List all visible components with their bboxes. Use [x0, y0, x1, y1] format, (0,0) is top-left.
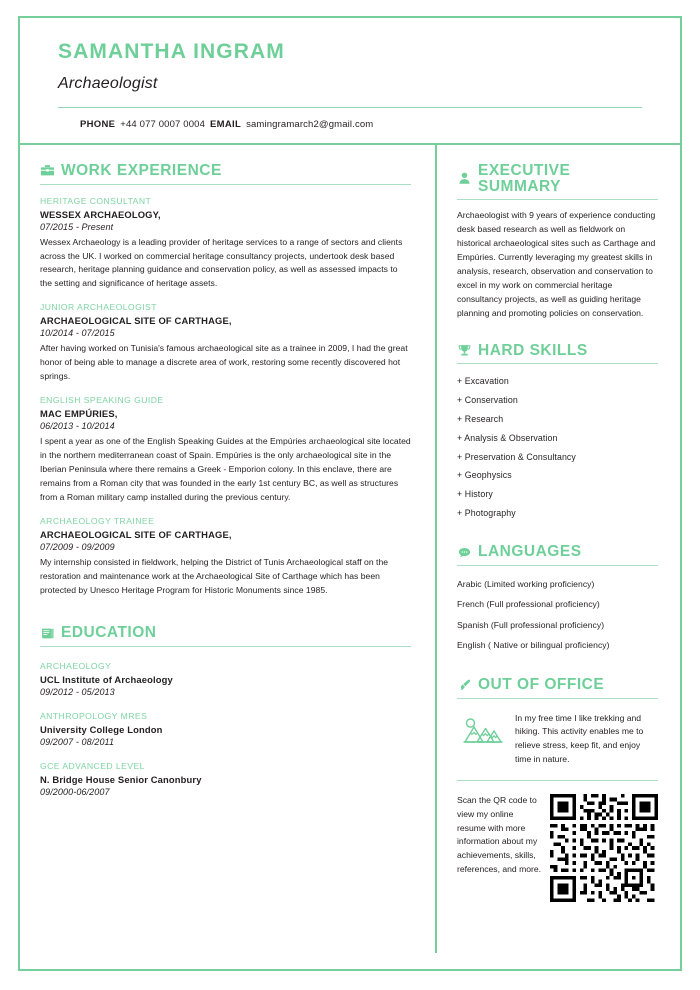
work-entry-description: I spent a year as one of the English Speaking Guides at the Empúries archaeological site located in the northern mediterranean coast of Spain. Empúries is the only archaeological site in the Iberian Peninsula where there remains a Greek - Emporion colony. In this enclave, there are remains from a Roman city that was founded in the early 1st century BC, as well as structures from a Roman military camp installed during the previous century.	[40, 436, 411, 502]
work-entry-org: ARCHAEOLOGICAL SITE OF CARTHAGE,	[40, 528, 232, 540]
section-out-of-office	[457, 677, 658, 781]
education-entry-dates: 09/2000-06/2007	[40, 786, 110, 797]
resume-page	[18, 16, 682, 971]
right-column	[437, 145, 680, 953]
education-entry-school: UCL Institute of Archaeology	[40, 673, 173, 685]
work-entry-description: After having worked on Tunisia's famous archaeological site as a trainee in 2009, I had the great honor of being able to manage a discrete area of work, restoring some recently discovered hot springs.	[40, 343, 408, 382]
skill-item: + Geophysics	[457, 470, 512, 481]
languages-list	[457, 574, 658, 656]
contact-line	[58, 108, 642, 130]
skill-item: + Preservation & Consultancy	[457, 451, 576, 462]
hard-skills-title: HARD SKILLS	[478, 341, 588, 359]
qr-code-icon[interactable]	[550, 794, 658, 902]
section-work-experience	[40, 163, 411, 597]
work-entry	[40, 395, 411, 505]
education-entry	[40, 661, 411, 697]
work-experience-heading	[40, 163, 411, 179]
language-item: Arabic (Limited working proficiency)	[457, 578, 595, 589]
work-entry	[40, 302, 411, 384]
email-value[interactable]: samingramarch2@gmail.com	[246, 119, 374, 131]
education-entry	[40, 711, 411, 747]
education-entry-dates: 09/2007 - 08/2011	[40, 736, 115, 747]
candidate-job-title: Archaeologist	[58, 75, 158, 93]
education-title: EDUCATION	[61, 624, 157, 642]
executive-summary-rule	[457, 199, 658, 200]
language-item: French (Full professional proficiency)	[457, 599, 600, 610]
work-entry-description: Wessex Archaeology is a leading provider of heritage services to a range of sectors and clients across the UK. I worked on commercial heritage consultancy projects, undertook desk based research, heritage planning guidance and conservation policy, as well as assessed impacts to the setting and significance of heritage assets.	[40, 236, 403, 289]
languages-heading	[457, 544, 658, 560]
work-entry	[40, 516, 411, 598]
work-entry-dates: 07/2009 - 09/2009	[40, 541, 115, 552]
language-item: English ( Native or bilingual proficiency)	[457, 640, 610, 651]
briefcase-icon	[40, 163, 55, 178]
out-of-office-bottom-rule	[457, 780, 658, 781]
skill-item: + Photography	[457, 507, 516, 518]
education-heading	[40, 625, 411, 641]
work-entry-description: My internship consisted in fieldwork, helping the District of Tunis Archaeological staff on the restoration and maintenance work at the Archaeological Site of Carthage which has been protected by Unesco Heritage Program for Historic Monuments since 1985.	[40, 556, 389, 595]
person-icon	[457, 171, 472, 186]
skill-item: + Excavation	[457, 376, 509, 387]
book-icon	[40, 626, 55, 641]
section-hard-skills	[457, 343, 658, 523]
education-entry-school: N. Bridge House Senior Canonbury	[40, 773, 202, 785]
language-item: Spanish (Full professional proficiency)	[457, 619, 605, 630]
out-of-office-rule	[457, 698, 658, 699]
qr-section	[457, 794, 658, 902]
work-entry-org: ARCHAEOLOGICAL SITE OF CARTHAGE,	[40, 315, 232, 327]
work-entry-dates: 10/2014 - 07/2015	[40, 328, 115, 339]
out-of-office-title: OUT OF OFFICE	[478, 676, 605, 694]
work-experience-title: WORK EXPERIENCE	[61, 162, 222, 180]
skill-item: + Research	[457, 413, 504, 424]
hard-skills-heading	[457, 343, 658, 359]
section-executive-summary	[457, 163, 658, 320]
languages-title: LANGUAGES	[478, 543, 582, 561]
phone-label: PHONE	[80, 119, 116, 131]
skill-item: + Analysis & Observation	[457, 432, 558, 443]
resume-header	[20, 18, 680, 130]
work-entry-role: ENGLISH SPEAKING GUIDE	[40, 395, 164, 406]
languages-rule	[457, 565, 658, 566]
education-entry	[40, 761, 411, 797]
out-of-office-heading	[457, 677, 658, 693]
section-languages	[457, 544, 658, 655]
skill-item: + History	[457, 489, 493, 500]
skill-item: + Conservation	[457, 395, 518, 406]
education-entry-field: GCE ADVANCED LEVEL	[40, 760, 145, 771]
trophy-icon	[457, 343, 472, 358]
work-experience-rule	[40, 184, 411, 185]
hobby-block	[457, 712, 658, 766]
paintbrush-icon	[457, 678, 472, 693]
qr-text: Scan the QR code to view my online resume with more information about my achievements, skills, references, and more.	[457, 795, 542, 874]
work-entry-role: ARCHAEOLOGY TRAINEE	[40, 515, 155, 526]
left-column	[20, 145, 435, 953]
candidate-name: SAMANTHA INGRAM	[58, 40, 285, 63]
hobby-text: In my free time I like trekking and hiking. This activity enables me to relieve stress, keep fit, and enjoy time in nature.	[515, 712, 644, 764]
work-entry-dates: 06/2013 - 10/2014	[40, 421, 115, 432]
work-entry-role: JUNIOR ARCHAEOLOGIST	[40, 302, 157, 313]
speech-bubble-icon	[457, 545, 472, 560]
hard-skills-list	[457, 372, 658, 522]
executive-summary-text: Archaeologist with 9 years of experience conducting desk based research as well as fieldwork on historical archaeological sites such as Carthage and Empúries. Currently leveraging my greatest skills in analysis, research, observation and conservation to excel in my work on commercial heritage consultancy projects, as well as guiding heritage planning and promoting policies on conservation.	[457, 210, 656, 318]
executive-summary-heading	[457, 163, 658, 194]
education-entry-field: ANTHROPOLOGY MRES	[40, 710, 148, 721]
work-entry-role: HERITAGE CONSULTANT	[40, 195, 152, 206]
education-rule	[40, 646, 411, 647]
email-label: EMAIL	[210, 119, 242, 131]
work-entry	[40, 196, 411, 292]
phone-value[interactable]: +44 077 0007 0004	[120, 119, 205, 131]
resume-body	[20, 145, 680, 953]
education-entry-field: ARCHAEOLOGY	[40, 660, 112, 671]
work-entry-org: MAC EMPÚRIES,	[40, 408, 118, 420]
hard-skills-rule	[457, 363, 658, 364]
mountains-icon	[463, 716, 503, 753]
education-entry-dates: 09/2012 - 05/2013	[40, 686, 115, 697]
education-entry-school: University College London	[40, 723, 163, 735]
work-entry-dates: 07/2015 - Present	[40, 221, 114, 232]
executive-summary-title: EXECUTIVE SUMMARY	[478, 162, 571, 195]
work-entry-org: WESSEX ARCHAEOLOGY,	[40, 208, 161, 220]
section-education	[40, 625, 411, 797]
